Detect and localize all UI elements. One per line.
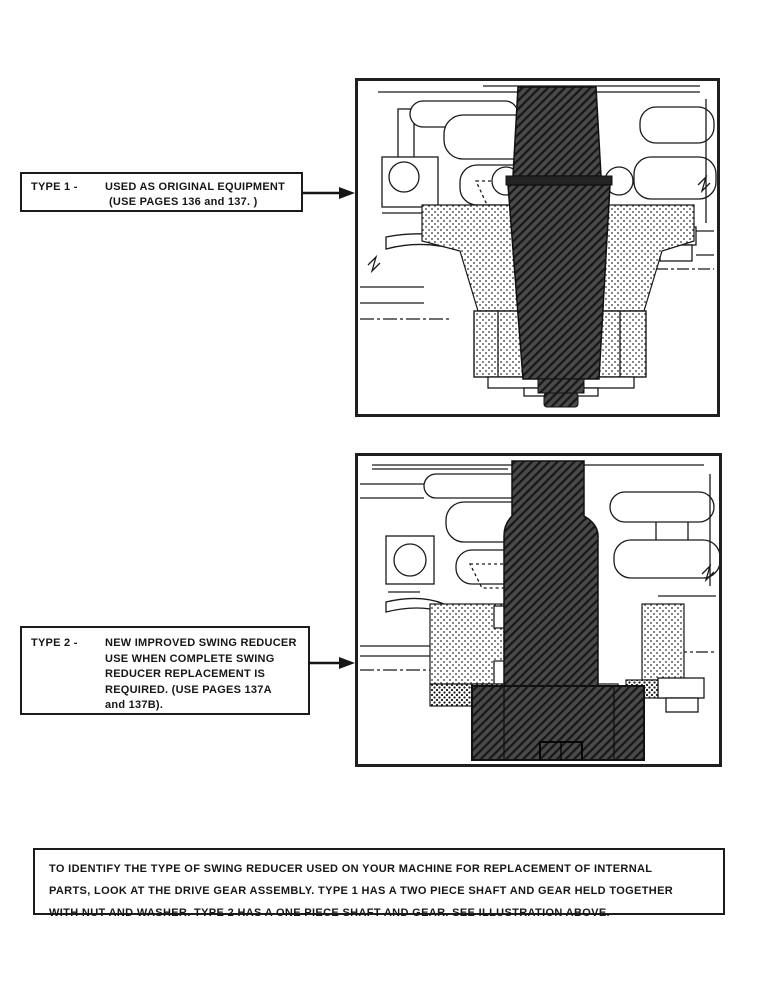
type-1-figure xyxy=(355,78,720,417)
arrowhead-icon xyxy=(339,187,355,199)
type-2-callout-line-5: and 137B). xyxy=(105,699,164,712)
type-2-callout xyxy=(20,626,310,715)
type-1-callout xyxy=(20,172,303,212)
shaft-nut xyxy=(544,393,578,407)
type-2-bearing xyxy=(386,536,434,592)
identification-note xyxy=(33,848,725,919)
type-2-callout-line-2: USE WHEN COMPLETE SWING xyxy=(105,652,275,665)
type-1-callout-line-1: USED AS ORIGINAL EQUIPMENT xyxy=(105,181,286,193)
ball-bearing-icon xyxy=(394,544,426,576)
type-2-callout-line-3: REDUCER REPLACEMENT IS xyxy=(105,668,266,681)
shaft-joint-washer xyxy=(506,176,612,185)
ball-bearing-icon xyxy=(389,162,419,192)
type-2-callout-line-1: NEW IMPROVED SWING REDUCER xyxy=(105,637,297,649)
arrowhead-icon xyxy=(339,657,355,669)
type-2-arrow xyxy=(308,655,355,671)
type-1-callout-line-2: (USE PAGES 136 and 137. ) xyxy=(109,196,258,208)
type-2-callout-prefix: TYPE 2 - xyxy=(31,637,78,649)
identification-note-line-2: PARTS, LOOK AT THE DRIVE GEAR ASSEMBLY. TYPE 1 HAS A TWO PIECE SHAFT AND GEAR HELD TOGETHER xyxy=(49,885,674,897)
type-1-arrow xyxy=(303,185,355,201)
identification-note-line-1: TO IDENTIFY THE TYPE OF SWING REDUCER USED ON YOUR MACHINE FOR REPLACEMENT OF INTERNAL xyxy=(49,863,653,875)
type-2-figure xyxy=(355,453,722,767)
type-2-cross-section-drawing xyxy=(358,456,719,764)
type-2-callout-line-4: REQUIRED. (USE PAGES 137A xyxy=(105,683,272,696)
identification-note-line-3: WITH NUT AND WASHER. TYPE 2 HAS A ONE PIECE SHAFT AND GEAR. SEE ILLUSTRATION ABOVE. xyxy=(49,907,610,919)
type-1-callout-prefix: TYPE 1 - xyxy=(31,181,78,193)
type-1-two-piece-shaft xyxy=(506,87,612,407)
type-1-cross-section-drawing xyxy=(358,81,717,414)
